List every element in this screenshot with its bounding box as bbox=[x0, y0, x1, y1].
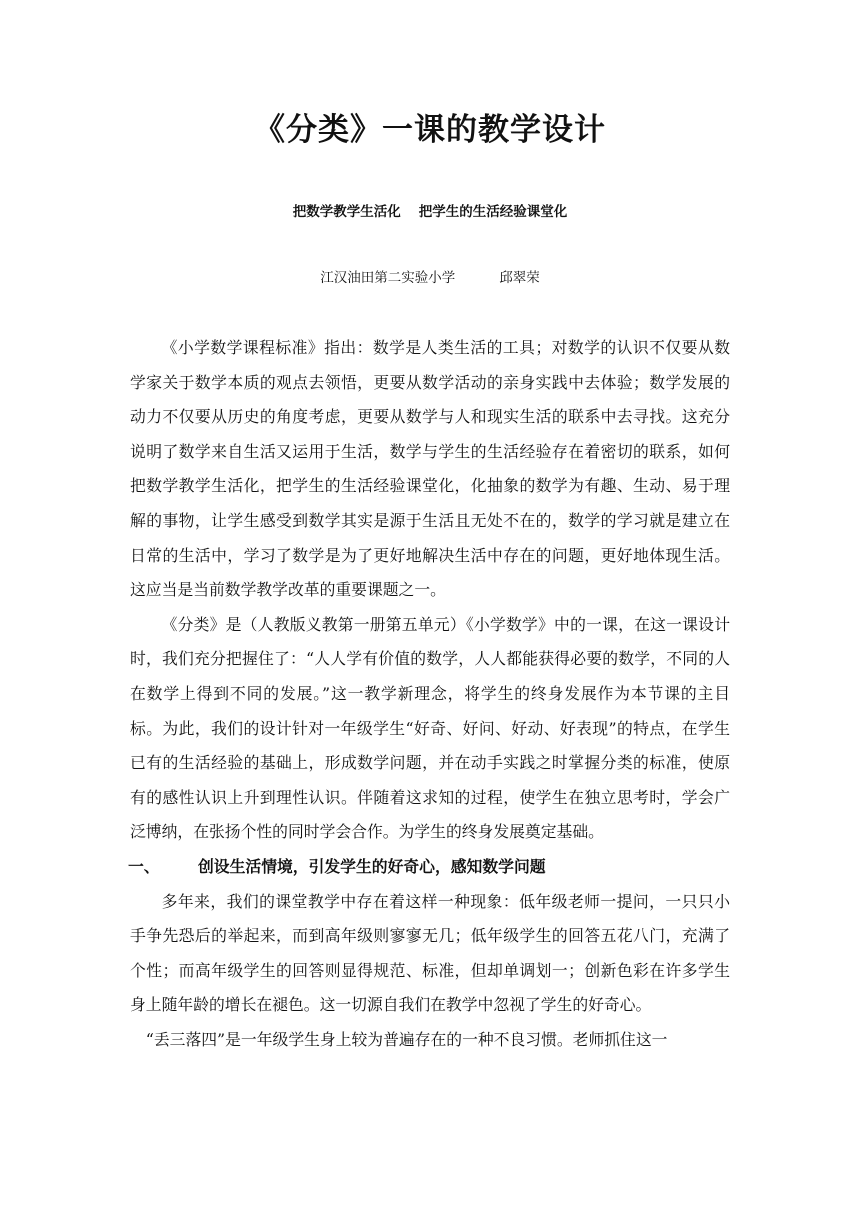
document-body bbox=[130, 331, 730, 1057]
author-name: 邱翠荣 bbox=[499, 270, 540, 286]
document-title: 《分类》一课的教学设计 bbox=[254, 112, 606, 148]
section-heading-text: 创设生活情境，引发学生的好奇心，感知数学问题 bbox=[198, 856, 546, 876]
paragraph-3: 多年来，我们的课堂教学中存在着这样一种现象：低年级老师一提问，一只只小手争先恐后的举起来，而到高年级则寥寥无几；低年级学生的回答五花八门，充满了个性；而高年级学生的回答则显得规范、标准，但却单调划一；创新色彩在许多学生身上随年龄的增长在褪色。这一切源自我们在教学中忽视了学生的好奇心。 bbox=[130, 891, 730, 1015]
author-line bbox=[0, 267, 860, 289]
section-heading-1 bbox=[128, 850, 730, 885]
subtitle-part-1: 把数学教学生活化 bbox=[292, 204, 401, 220]
paragraph-1: 《小学数学课程标准》指出：数学是人类生活的工具；对数学的认识不仅要从数学家关于数学本质的观点去领悟，更要从数学活动的亲身实践中去体验；数学发展的动力不仅要从历史的角度考虑，更要从数学与人和现实生活的联系中去寻找。这充分说明了数学来自生活又运用于生活，数学与学生的生活经验存在着密切的联系，如何把数学教学生活化，把学生的生活经验课堂化，化抽象的数学为有趣、生动、易于理解的事物，让学生感受到数学其实是源于生活且无处不在的，数学的学习就是建立在日常的生活中，学习了数学是为了更好地解决生活中存在的问题，更好地体现生活。这应当是当前数学教学改革的重要课题之一。 bbox=[130, 338, 730, 600]
document-subtitle bbox=[0, 201, 860, 223]
subtitle-part-2: 把学生的生活经验课堂化 bbox=[418, 204, 568, 220]
paragraph-4: “丢三落四”是一年级学生身上较为普遍存在的一种不良习惯。老师抓住这一 bbox=[145, 1029, 668, 1049]
section-heading-number: 一、 bbox=[128, 856, 160, 876]
paragraph-2: 《分类》是（人教版义教第一册第五单元）《小学数学》中的一课，在这一课设计时，我们充分把握住了：“人人学有价值的数学，人人都能获得必要的数学，不同的人在数学上得到不同的发展。”这一教学新理念，将学生的终身发展作为本节课的主目标。为此，我们的设计针对一年级学生“好奇、好问、好动、好表现”的特点，在学生已有的生活经验的基础上，形成数学问题，并在动手实践之时掌握分类的标准，使原有的感性认识上升到理性认识。伴随着这求知的过程，使学生在独立思考时，学会广泛博纳，在张扬个性的同时学会合作。为学生的终身发展奠定基础。 bbox=[130, 614, 730, 842]
school-name: 江汉油田第二实验小学 bbox=[320, 270, 456, 286]
